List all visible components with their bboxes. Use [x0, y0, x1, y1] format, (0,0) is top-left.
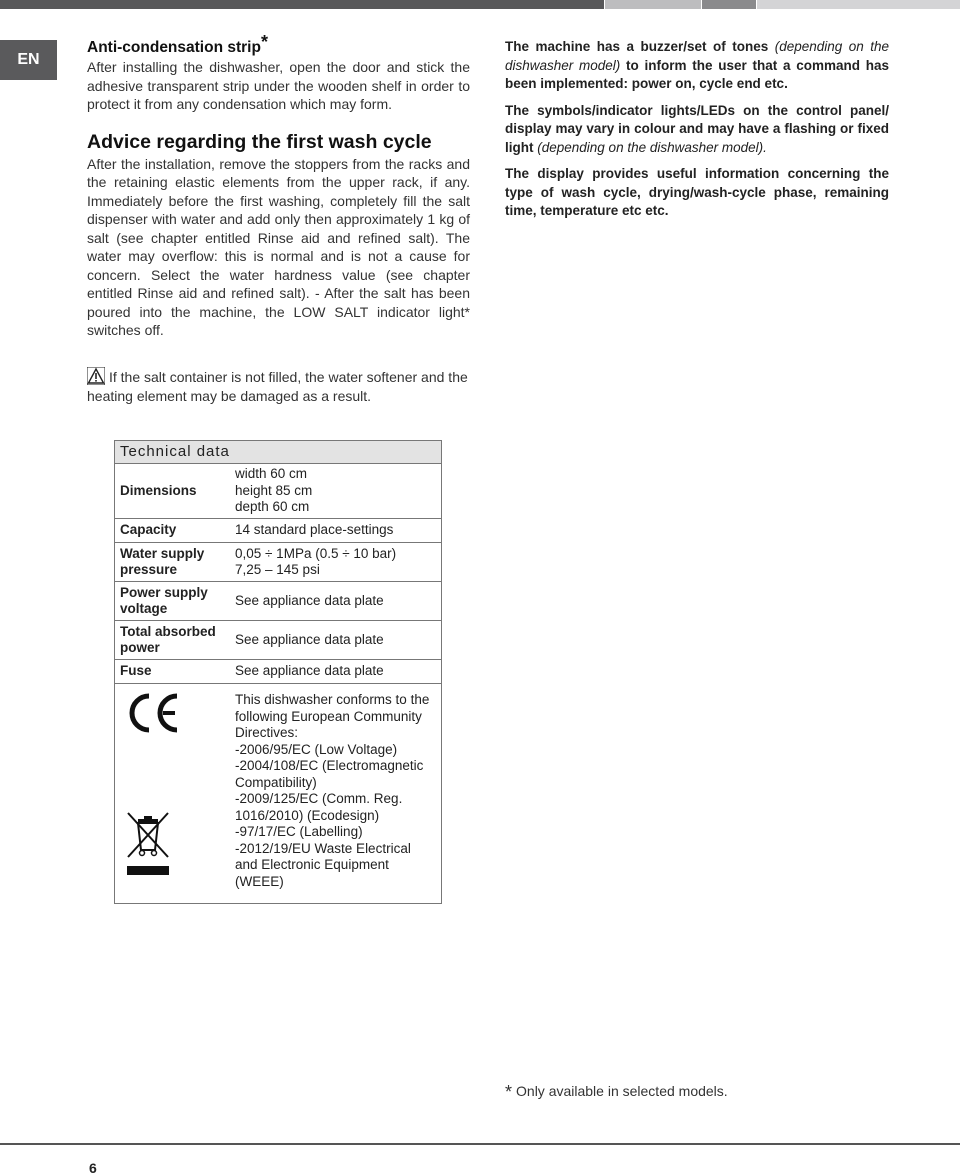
crossed-bin-icon	[125, 810, 171, 876]
conformity-line: following European Community	[235, 708, 422, 724]
top-bar-segment-dark	[0, 0, 604, 9]
water-pressure-label: Water supply pressure	[115, 543, 226, 582]
certification-marks	[115, 684, 226, 904]
conformity-statement	[225, 684, 442, 904]
table-row	[115, 464, 442, 519]
buzzer-text-italic: (depending on the dishwasher model)	[505, 39, 890, 73]
dimensions-value	[225, 464, 442, 519]
capacity-value: 14 standard place-settings	[225, 519, 442, 543]
conformity-line: 1016/2010) (Ecodesign)	[235, 807, 380, 823]
right-column	[505, 38, 889, 229]
water-pressure-psi: 7,25 – 145 psi	[235, 562, 320, 577]
top-bar-segment-mid	[702, 0, 756, 9]
top-bar-segment-light	[605, 0, 701, 9]
strip-heading	[87, 32, 470, 58]
capacity-label: Capacity	[115, 519, 226, 543]
conformity-line: -2009/125/EC (Comm. Reg.	[235, 791, 403, 806]
fuse-label: Fuse	[115, 660, 226, 684]
dimension-height: height 85 cm	[235, 482, 313, 498]
water-pressure-value	[225, 543, 442, 582]
table-row	[115, 621, 442, 660]
dimensions-label: Dimensions	[115, 464, 226, 519]
left-column	[87, 32, 470, 340]
table-row	[115, 519, 442, 543]
page-number: 6	[89, 1160, 97, 1176]
table-row	[115, 660, 442, 684]
display-paragraph: The display provides useful information concerning the type of wash cycle, drying/wash-cycle phase, remaining time, temperature etc etc.	[505, 166, 889, 218]
strip-text: After installing the dishwasher, open the door and stick the adhesive transparent strip under the wooden shelf in order to protect it from any condensation which may form.	[87, 59, 470, 112]
technical-data-title: Technical data	[115, 441, 442, 464]
buzzer-text-b: to inform the user that a command has been implemented: power on, cycle end etc.	[505, 57, 889, 91]
symbols-text-a: The symbols/indicator lights/LEDs on the control panel/ display may vary in colour and may have a flashing or fixed light	[505, 102, 889, 155]
voltage-label: Power supply voltage	[115, 582, 226, 621]
conformity-line: Directives:	[235, 725, 299, 740]
symbols-text-italic: (depending on the dishwasher model).	[537, 139, 767, 155]
fuse-value: See appliance data plate	[225, 660, 442, 684]
conformity-line: -97/17/EC (Labelling)	[235, 824, 363, 839]
footnote-text: Only available in selected models.	[516, 1083, 728, 1099]
ce-mark-icon	[127, 692, 181, 734]
conformity-line: (WEEE)	[235, 873, 284, 889]
technical-data-table	[114, 440, 442, 904]
table-row	[115, 582, 442, 621]
salt-warning-text: If the salt container is not filled, the water softener and the heating element may be damaged as a result.	[87, 369, 468, 404]
language-tab: EN	[0, 40, 57, 80]
conformity-line: Compatibility)	[235, 774, 317, 790]
conformity-line: This dishwasher conforms to the	[235, 692, 430, 707]
conformity-line: -2012/19/EU Waste Electrical	[235, 840, 411, 856]
absorbed-power-label: Total absorbed power	[115, 621, 226, 660]
voltage-value: See appliance data plate	[225, 582, 442, 621]
strip-star: *	[260, 32, 268, 52]
strip-title: Anti-condensation strip	[87, 39, 261, 56]
footnote-star: *	[505, 1082, 513, 1102]
water-pressure-mpa: 0,05 ÷ 1MPa (0.5 ÷ 10 bar)	[235, 545, 397, 561]
table-row	[115, 543, 442, 582]
advice-heading: Advice regarding the first wash cycle	[87, 130, 432, 153]
dimension-width: width 60 cm	[235, 466, 308, 482]
top-bar-segment-pale	[757, 0, 960, 9]
dimension-depth: depth 60 cm	[235, 499, 310, 515]
table-header-row	[115, 441, 442, 464]
conformity-line: and Electronic Equipment	[235, 857, 389, 872]
absorbed-power-value: See appliance data plate	[225, 621, 442, 660]
conformity-line: -2004/108/EC (Electromagnetic	[235, 758, 424, 773]
salt-warning	[87, 367, 470, 405]
conformity-line: -2006/95/EC (Low Voltage)	[235, 741, 398, 757]
footnote	[505, 1082, 728, 1103]
table-row	[115, 684, 442, 904]
buzzer-text-a: The machine has a buzzer/set of tones	[505, 39, 775, 54]
symbols-paragraph	[505, 102, 889, 158]
buzzer-paragraph	[505, 38, 889, 94]
warning-triangle-icon	[87, 367, 105, 385]
advice-text: After the installation, remove the stoppers from the racks and the retaining elastic elements from the upper rack, if any. Immediately before the first washing, completely fill the salt dispenser with water and add only then approximately 1 kg of salt (see chapter entitled Rinse aid and refined salt). The water may overflow: this is normal and is not a cause for concern. Select the water hardness value (see chapter entitled Rinse aid and refined salt). - After the salt has been poured into the machine, the LOW SALT indicator light* switches off.	[87, 155, 470, 338]
top-color-bar	[0, 0, 960, 9]
bottom-divider	[0, 1143, 960, 1145]
